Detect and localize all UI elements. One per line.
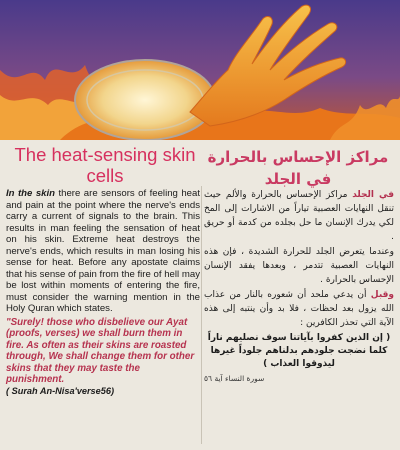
arabic-title-line2: في الجلد <box>264 170 332 188</box>
arabic-paragraph-2: وعندما يتعرض الجلد للحرارة الشديدة ، فإن هذه النهايات العصبية تتدمر ، وبعدها يفقد الإنسان الإحساس بالحرارة . <box>204 247 394 285</box>
burning-hand-illustration <box>0 0 400 140</box>
english-lead: In the skin <box>6 188 56 199</box>
arabic-title-line1: مراكز الإحساس بالحرارة <box>207 148 389 166</box>
arabic-column <box>204 188 394 387</box>
arabic-para3: أن يدعي ملحد أن شعوره بالنار من عذاب الله يزول بعد لحظات ، فلا بد وأن ينتبه إلى هذه الآية التي تحذر الكافرين : <box>204 290 394 328</box>
english-body: there are sensors of feeling heat and pain at the point where the nerve's ends carry a current of signals to the brain. This results in man feeling the sensation of heat on his skin. Extreme heat destroys the nerve's ends, which results in man losing his sense for heat. Before any apostate claims that his sense of pain from the fire of hell may be lost within moments of entering the fire, must consider the warning mention in the Holy Quran which states. <box>6 188 200 314</box>
english-paragraph <box>6 188 200 315</box>
english-column <box>6 188 200 398</box>
english-verse-text: "Surely! those who disbelieve our Ayat (proofs, verses) we shall burn them in fire. As often as their skins are roasted through, We shall change them for other skins that they may taste the punishment. <box>6 316 195 386</box>
english-verse-reference: ( Surah An-Nisa'verse56) <box>6 386 115 397</box>
arabic-lead2: وقبل <box>370 290 394 300</box>
arabic-title <box>204 146 392 190</box>
arabic-paragraph-3 <box>204 288 394 330</box>
english-title-line1: The heat-sensing skin <box>14 144 196 165</box>
arabic-paragraph-1 <box>204 188 394 244</box>
arabic-lead: في الجلد <box>352 190 394 200</box>
english-title <box>14 144 196 186</box>
column-divider <box>201 186 202 444</box>
arabic-verse-reference: سورة النساء آية ٥٦ <box>204 374 265 383</box>
english-verse <box>6 317 200 398</box>
arabic-para1: مراكز الإحساس بالحرارة والألم حيث تنقل النهايات العصبية تياراً من الاشارات إلى المخ لكي يدرك الإنسان ما حل بجلده من كدمة أو حريق . <box>204 190 394 242</box>
arabic-verse: ( إن الذين كفروا بآياتنا سوف نصليهم ناراً كلما نضجت جلودهم بدلناهم جلوداً غيرها ليذوقوا العذاب ) <box>207 333 391 369</box>
fire-and-hand-image <box>0 0 400 140</box>
english-title-line2: cells <box>86 165 124 186</box>
